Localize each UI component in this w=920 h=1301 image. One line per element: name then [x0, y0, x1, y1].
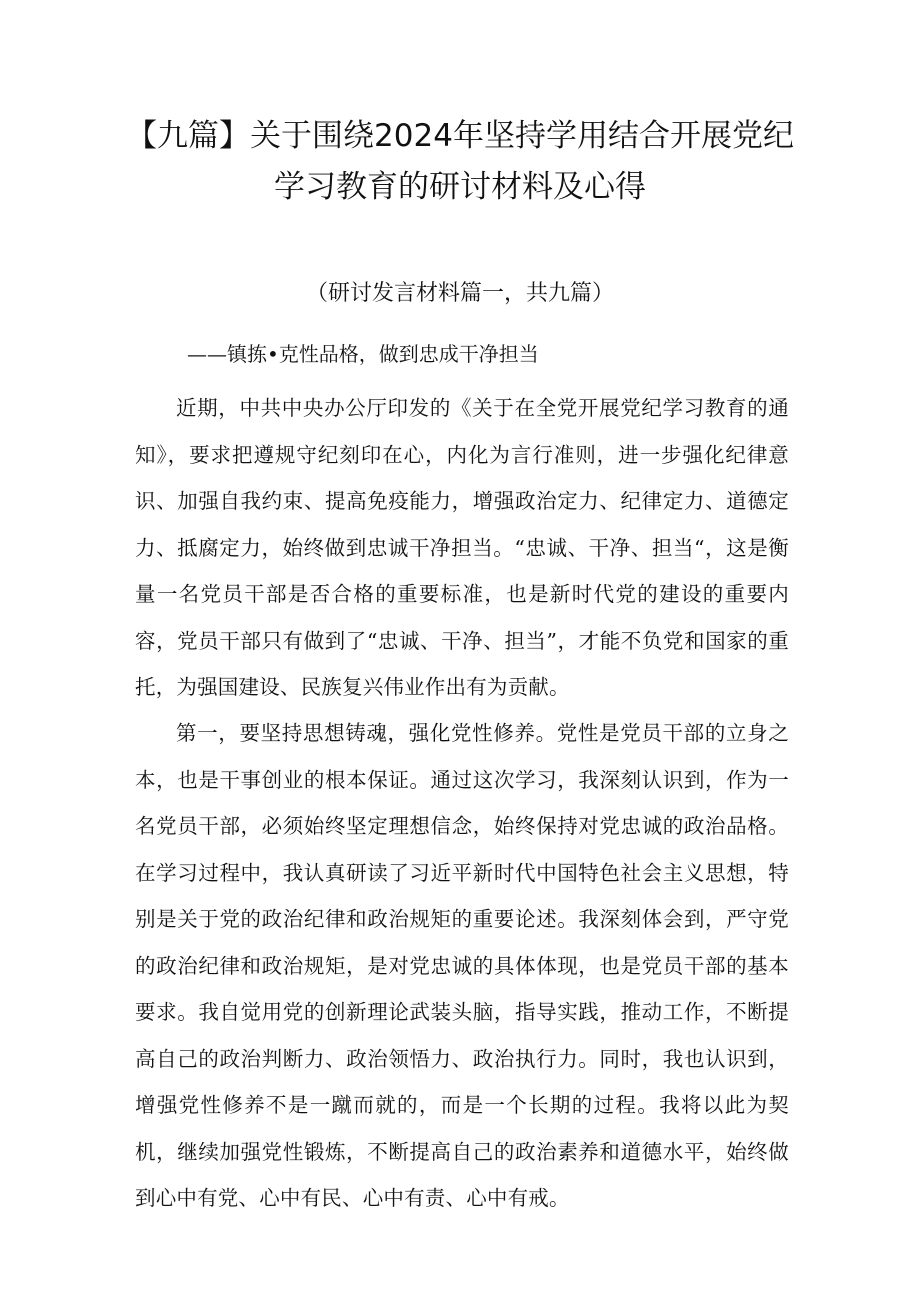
document-title-line-2: 学习教育的研讨材料及心得	[274, 169, 646, 205]
body-paragraph: 近期，中共中央办公厅印发的《关于在全党开展党纪学习教育的通知》，要求把遵规守纪刻印在心，内化为言行准则，进一步强化纪律意识、加强自我约束、提高免疫能力，增强政治定力、纪律定力、道德定力、抵腐定力，始终做到忠诚干净担当。“忠诚、干净、担当“，这是衡量一名党员干部是否合格的重要标准，也是新时代党的建设的重要内容，党员干部只有做到了“忠诚、干净、担当”，才能不负党和国家的重托，为强国建设、民族复兴伟业作出有为贡献。	[135, 396, 789, 699]
document-tagline: ——镇拣•克性品格，做到忠成干净担当	[187, 342, 539, 366]
document-subtitle: （研讨发言材料篇一，共九篇）	[305, 281, 614, 306]
body-paragraph: 第一，要坚持思想铸魂，强化党性修养。党性是党员干部的立身之本，也是干事创业的根本保证。通过这次学习，我深刻认识到，作为一名党员干部，必须始终坚定理想信念，始终保持对党忠诚的政治品格。在学习过程中，我认真研读了习近平新时代中国特色社会主义思想，特别是关于党的政治纪律和政治规矩的重要论述。我深刻体会到，严守党的政治纪律和政治规矩，是对党忠诚的具体体现，也是党员干部的基本要求。我自觉用党的创新理论武装头脑，指导实践，推动工作，不断提高自己的政治判断力、政治领悟力、政治执行力。同时，我也认识到，增强党性修养不是一蹴而就的，而是一个长期的过程。我将以此为契机，继续加强党性锻炼，不断提高自己的政治素养和道德水平，始终做到心中有党、心中有民、心中有责、心中有戒。	[135, 721, 789, 1210]
document-title-line-1: 【九篇】关于围绕2024年坚持学用结合开展党纪	[126, 118, 794, 154]
